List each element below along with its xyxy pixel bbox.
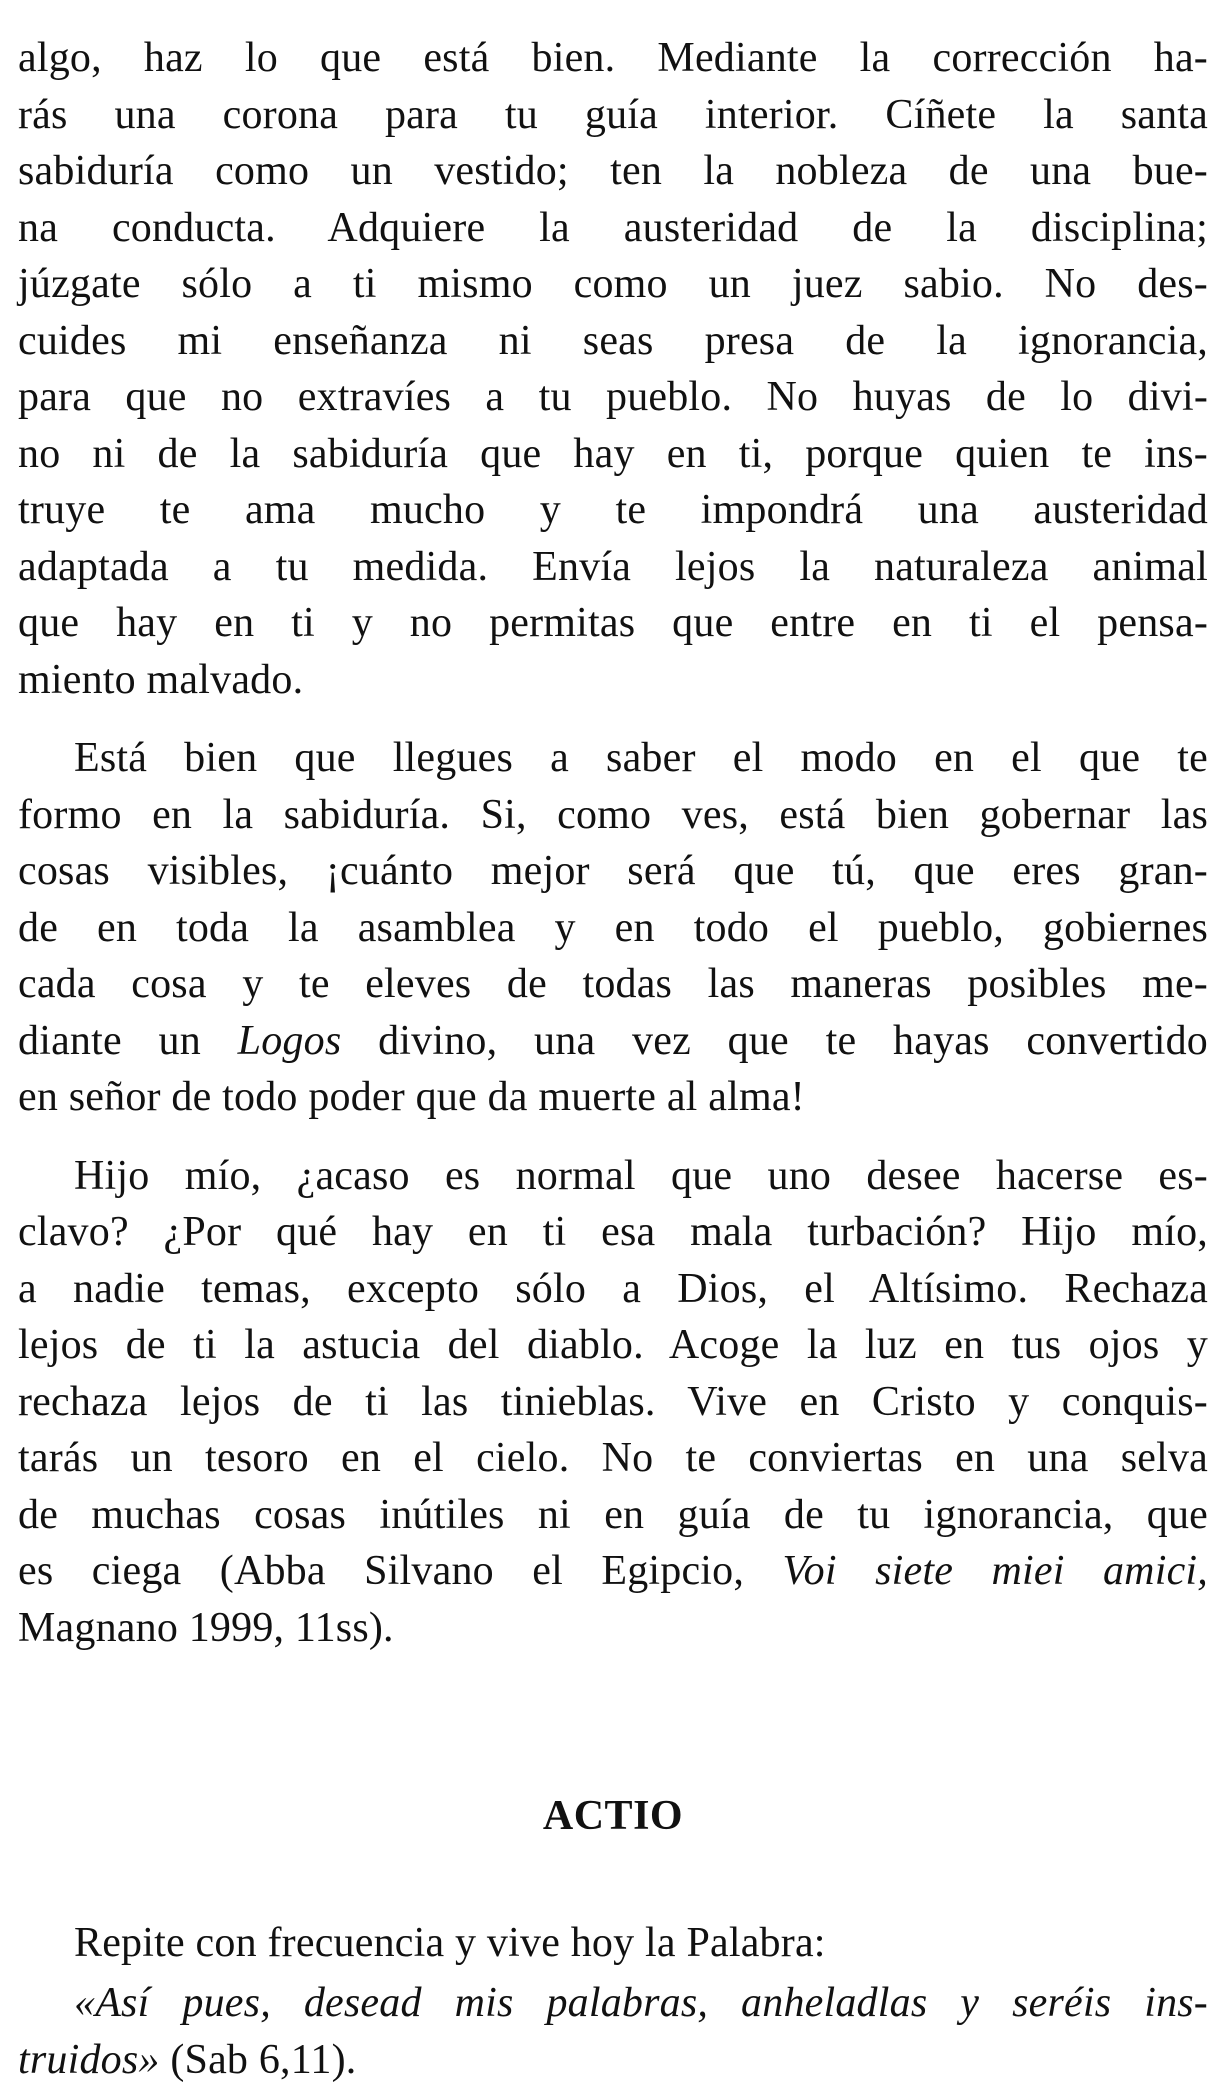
quote-line: [18, 2032, 1208, 2088]
text-line: tarás un tesoro en el cielo. No te conviertas en una selva: [18, 1430, 1208, 1487]
section-heading-actio: ACTIO: [18, 1788, 1208, 1845]
text-line: [18, 1013, 1208, 1070]
text-line: cada cosa y te eleves de todas las maneras posibles me-: [18, 956, 1208, 1013]
text-fragment: es ciega (Abba Silvano el Egipcio,: [18, 1548, 782, 1594]
text-line: que hay en ti y no permitas que entre en ti el pensa-: [18, 595, 1208, 652]
text-line: de en toda la asamblea y en todo el pueblo, gobiernes: [18, 900, 1208, 957]
actio-intro: Repite con frecuencia y vive hoy la Palabra:: [18, 1915, 1208, 1972]
citation: (Sab 6,11).: [160, 2037, 357, 2083]
italic-term: Logos: [238, 1018, 342, 1064]
text-line: para que no extravíes a tu pueblo. No huyas de lo divi-: [18, 369, 1208, 426]
page-body: [18, 30, 1208, 2088]
text-line: formo en la sabiduría. Si, como ves, está bien gobernar las: [18, 787, 1208, 844]
text-line: rás una corona para tu guía interior. Cíñete la santa: [18, 87, 1208, 144]
text-line: adaptada a tu medida. Envía lejos la naturaleza animal: [18, 539, 1208, 596]
text-line: Hijo mío, ¿acaso es normal que uno desee hacerse es-: [18, 1148, 1208, 1205]
text-line: en señor de todo poder que da muerte al alma!: [18, 1069, 1208, 1126]
italic-title: Voi siete miei amici,: [782, 1548, 1208, 1594]
paragraph-1: [18, 30, 1208, 708]
text-line: lejos de ti la astucia del diablo. Acoge la luz en tus ojos y: [18, 1317, 1208, 1374]
text-line: truye te ama mucho y te impondrá una austeridad: [18, 482, 1208, 539]
text-line: [18, 1543, 1208, 1600]
quote-text: truidos»: [18, 2037, 160, 2083]
text-line: júzgate sólo a ti mismo como un juez sabio. No des-: [18, 256, 1208, 313]
actio-section: [18, 1915, 1208, 2088]
text-line: sabiduría como un vestido; ten la nobleza de una bue-: [18, 143, 1208, 200]
text-line: Magnano 1999, 11ss).: [18, 1600, 1208, 1657]
text-fragment: divino, una vez que te hayas convertido: [341, 1018, 1208, 1064]
text-line: clavo? ¿Por qué hay en ti esa mala turbación? Hijo mío,: [18, 1204, 1208, 1261]
text-line: rechaza lejos de ti las tinieblas. Vive en Cristo y conquis-: [18, 1374, 1208, 1431]
text-line: cuides mi enseñanza ni seas presa de la ignorancia,: [18, 313, 1208, 370]
text-line: miento malvado.: [18, 652, 1208, 709]
text-line: cosas visibles, ¡cuánto mejor será que tú, que eres gran-: [18, 843, 1208, 900]
quote-text: «Así pues, desead mis palabras, anheladlas y seréis ins-: [74, 1980, 1208, 2026]
quote-line: [18, 1975, 1208, 2032]
text-line: Está bien que llegues a saber el modo en el que te: [18, 730, 1208, 787]
text-line: no ni de la sabiduría que hay en ti, porque quien te ins-: [18, 426, 1208, 483]
text-line: de muchas cosas inútiles ni en guía de tu ignorancia, que: [18, 1487, 1208, 1544]
paragraph-2: [18, 730, 1208, 1126]
text-line: a nadie temas, excepto sólo a Dios, el Altísimo. Rechaza: [18, 1261, 1208, 1318]
text-line: na conducta. Adquiere la austeridad de la disciplina;: [18, 200, 1208, 257]
text-line: algo, haz lo que está bien. Mediante la corrección ha-: [18, 30, 1208, 87]
text-fragment: diante un: [18, 1018, 238, 1064]
paragraph-3: [18, 1148, 1208, 1657]
